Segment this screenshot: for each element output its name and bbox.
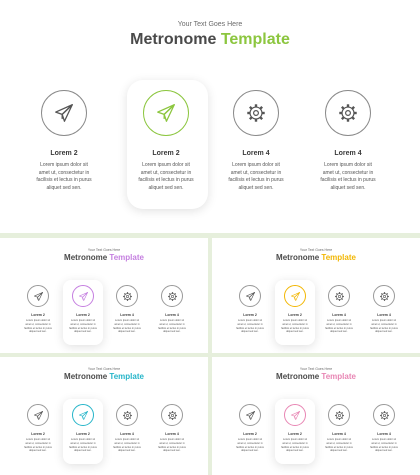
gear-icon [122,291,133,302]
feature-column [273,285,317,345]
slide-title [212,253,420,262]
column-body-line: amet ut, consectetur in [114,322,140,326]
column-title: Lorem 2 [50,150,78,157]
column-title: Lorem 4 [377,432,391,436]
column-body-line: facilisis et lectus in purus [320,177,376,184]
feature-column [61,404,105,464]
column-body-line: amet ut, consectetur in [140,169,192,176]
slide-subtitle: Your Text Goes Here [299,248,333,252]
column-body-line: facilisis et lectus in purus [325,445,353,449]
paper-plane-icon [33,291,44,302]
column-body-line: Lorem ipsum dolor sit [372,438,396,441]
feature-column [304,90,392,210]
gear-icon [379,410,390,421]
column-body-line: Lorem ipsum dolor sit [283,438,307,441]
feature-column [317,404,361,464]
column-title: Lorem 2 [152,150,180,157]
slide-main[interactable] [0,0,420,233]
column-body [122,162,210,192]
column-body-line: Lorem ipsum dolor sit [283,319,307,322]
column-body [317,438,361,453]
icon-circle [284,285,306,307]
column-title: Lorem 4 [165,313,179,317]
column-body-line: aliquet sed sen. [74,330,92,334]
column-body-line: facilisis et lectus in purus [113,326,141,330]
column-body [16,319,60,334]
column-body-line: aliquet sed sen. [46,184,82,191]
column-body-line: amet ut, consectetur in [322,169,374,176]
column-body [228,438,272,453]
column-body [61,319,105,334]
column-body-line: aliquet sed sen. [286,330,304,334]
icon-circle [373,404,395,426]
slide-title [0,31,420,49]
column-body [317,319,361,334]
slide-thumbnail-purple[interactable] [0,238,208,353]
column-body-line: aliquet sed sen. [29,449,47,453]
feature-column [273,404,317,464]
slide-subtitle: Your Text Goes Here [177,21,243,28]
slide-subtitle: Your Text Goes Here [299,367,333,371]
slide-title-accent: Template [321,372,356,381]
icon-circle [161,285,183,307]
feature-column [20,90,108,210]
icon-circle [233,90,279,136]
column-body-line: amet ut, consectetur in [38,169,90,176]
column-body-line: facilisis et lectus in purus [281,326,309,330]
column-body-line: facilisis et lectus in purus [236,445,264,449]
slide-title-accent: Template [220,31,290,48]
paper-plane-icon [33,410,44,421]
paper-plane-icon [290,291,301,302]
column-title: Lorem 2 [288,313,302,317]
feature-column [61,285,105,345]
feature-column [150,404,194,464]
feature-column [105,404,149,464]
column-body-line: facilisis et lectus in purus [138,177,194,184]
feature-column [16,285,60,345]
column-body-line: aliquet sed sen. [74,449,92,453]
column-body-line: facilisis et lectus in purus [24,326,52,330]
column-body-line: amet ut, consectetur in [282,322,308,326]
icon-circle [325,90,371,136]
column-body-line: Lorem ipsum dolor sit [71,438,95,441]
icon-circle [328,404,350,426]
icon-circle [239,404,261,426]
column-title: Lorem 4 [120,313,134,317]
column-title: Lorem 2 [76,313,90,317]
feature-column [228,404,272,464]
column-body [20,162,108,192]
column-body-line: amet ut, consectetur in [371,441,397,445]
gear-icon [379,291,390,302]
gear-icon [245,102,267,124]
column-title: Lorem 4 [242,150,270,157]
icon-circle [328,285,350,307]
gear-icon [334,410,345,421]
icon-circle [27,285,49,307]
column-body-line: facilisis et lectus in purus [370,326,398,330]
column-body-line: Lorem ipsum dolor sit [115,438,139,441]
icon-circle [143,90,189,136]
column-body-line: Lorem ipsum dolor sit [115,319,139,322]
feature-column [105,285,149,345]
column-body-line: amet ut, consectetur in [114,441,140,445]
column-body-line: Lorem ipsum dolor sit [327,438,351,441]
column-body [304,162,392,192]
slide-title-main: Metronome [64,253,108,262]
column-body-line: Lorem ipsum dolor sit [238,319,262,322]
column-body-line: facilisis et lectus in purus [69,326,97,330]
feature-column [317,285,361,345]
column-body-line: Lorem ipsum dolor sit [71,319,95,322]
column-title: Lorem 2 [76,432,90,436]
column-body-line: aliquet sed sen. [375,449,393,453]
slide-title-accent: Template [109,253,144,262]
column-body-line: amet ut, consectetur in [282,441,308,445]
icon-circle [161,404,183,426]
slide-title [0,253,208,262]
gear-icon [122,410,133,421]
icon-circle [116,285,138,307]
column-body-line: facilisis et lectus in purus [236,326,264,330]
slide-title [212,372,420,381]
column-body-line: aliquet sed sen. [118,330,136,334]
column-body [61,438,105,453]
column-body [105,438,149,453]
column-title: Lorem 4 [334,150,362,157]
column-body-line: amet ut, consectetur in [237,322,263,326]
column-body [362,438,406,453]
column-body-line: facilisis et lectus in purus [281,445,309,449]
feature-column [362,285,406,345]
column-body-line: amet ut, consectetur in [237,441,263,445]
paper-plane-icon [78,291,89,302]
slide-title-accent: Template [321,253,356,262]
column-body-line: Lorem ipsum dolor sit [160,438,184,441]
column-body [150,438,194,453]
column-body-line: facilisis et lectus in purus [228,177,284,184]
slide-subtitle: Your Text Goes Here [87,367,121,371]
feature-column [16,404,60,464]
icon-circle [239,285,261,307]
column-body-line: Lorem ipsum dolor sit [327,319,351,322]
paper-plane-icon [78,410,89,421]
column-title: Lorem 2 [243,432,257,436]
icon-circle [72,404,94,426]
column-body-line: aliquet sed sen. [238,184,274,191]
column-body-line: aliquet sed sen. [375,330,393,334]
feature-column [150,285,194,345]
slide-title-accent: Template [109,372,144,381]
slide-title-main: Metronome [276,253,320,262]
column-body-line: facilisis et lectus in purus [24,445,52,449]
column-body-line: facilisis et lectus in purus [69,445,97,449]
column-body-line: facilisis et lectus in purus [325,326,353,330]
column-body-line: Lorem ipsum dolor sit [26,438,50,441]
column-body [16,438,60,453]
column-body-line: aliquet sed sen. [163,330,181,334]
column-title: Lorem 4 [332,313,346,317]
feature-column [122,90,210,210]
slide-subtitle: Your Text Goes Here [87,248,121,252]
gear-icon [167,291,178,302]
column-body-line: Lorem ipsum dolor sit [160,319,184,322]
column-body-line: aliquet sed sen. [118,449,136,453]
gear-icon [334,291,345,302]
column-body-line: facilisis et lectus in purus [113,445,141,449]
feature-column [212,90,300,210]
column-body-line: facilisis et lectus in purus [370,445,398,449]
column-title: Lorem 4 [332,432,346,436]
column-title: Lorem 2 [31,432,45,436]
icon-circle [27,404,49,426]
column-body-line: aliquet sed sen. [241,449,259,453]
paper-plane-icon [245,291,256,302]
column-title: Lorem 4 [120,432,134,436]
column-body-line: aliquet sed sen. [330,449,348,453]
column-body-line: aliquet sed sen. [241,330,259,334]
column-body-line: facilisis et lectus in purus [158,445,186,449]
column-body-line: amet ut, consectetur in [70,322,96,326]
column-body [228,319,272,334]
icon-circle [72,285,94,307]
icon-circle [116,404,138,426]
column-body-line: amet ut, consectetur in [326,322,352,326]
column-body-line: aliquet sed sen. [330,184,366,191]
column-body [212,162,300,192]
slide-title-main: Metronome [276,372,320,381]
column-body-line: amet ut, consectetur in [159,441,185,445]
column-body-line: Lorem ipsum dolor sit [40,162,88,168]
column-body-line: amet ut, consectetur in [70,441,96,445]
feature-column [228,285,272,345]
column-body-line: amet ut, consectetur in [230,169,282,176]
column-title: Lorem 2 [288,432,302,436]
column-body-line: Lorem ipsum dolor sit [372,319,396,322]
column-body-line: Lorem ipsum dolor sit [142,162,190,168]
column-body-line: amet ut, consectetur in [25,441,51,445]
icon-circle [373,285,395,307]
column-body [273,319,317,334]
gear-icon [337,102,359,124]
gear-icon [167,410,178,421]
slide-title-main: Metronome [64,372,108,381]
column-body-line: Lorem ipsum dolor sit [26,319,50,322]
slide-thumbnail-teal[interactable] [0,357,208,475]
icon-circle [41,90,87,136]
feature-column [362,404,406,464]
column-body [273,438,317,453]
column-title: Lorem 2 [243,313,257,317]
column-body-line: amet ut, consectetur in [371,322,397,326]
column-body-line: Lorem ipsum dolor sit [232,162,280,168]
paper-plane-icon [53,102,75,124]
column-body-line: amet ut, consectetur in [159,322,185,326]
column-body-line: Lorem ipsum dolor sit [238,438,262,441]
slide-thumbnail-pink[interactable] [212,357,420,475]
paper-plane-icon [290,410,301,421]
column-body-line: amet ut, consectetur in [326,441,352,445]
paper-plane-icon [155,102,177,124]
column-body-line: facilisis et lectus in purus [36,177,92,184]
column-body-line: aliquet sed sen. [29,330,47,334]
column-body-line: aliquet sed sen. [148,184,184,191]
column-body [362,319,406,334]
column-body-line: aliquet sed sen. [286,449,304,453]
column-body-line: aliquet sed sen. [163,449,181,453]
column-body [105,319,149,334]
column-title: Lorem 4 [377,313,391,317]
column-body [150,319,194,334]
icon-circle [284,404,306,426]
slide-title-main: Metronome [130,31,217,48]
column-body-line: Lorem ipsum dolor sit [324,162,372,168]
column-title: Lorem 4 [165,432,179,436]
paper-plane-icon [245,410,256,421]
column-body-line: aliquet sed sen. [330,330,348,334]
column-body-line: amet ut, consectetur in [25,322,51,326]
column-title: Lorem 2 [31,313,45,317]
slide-thumbnail-yellow[interactable] [212,238,420,353]
slide-title [0,372,208,381]
column-body-line: facilisis et lectus in purus [158,326,186,330]
